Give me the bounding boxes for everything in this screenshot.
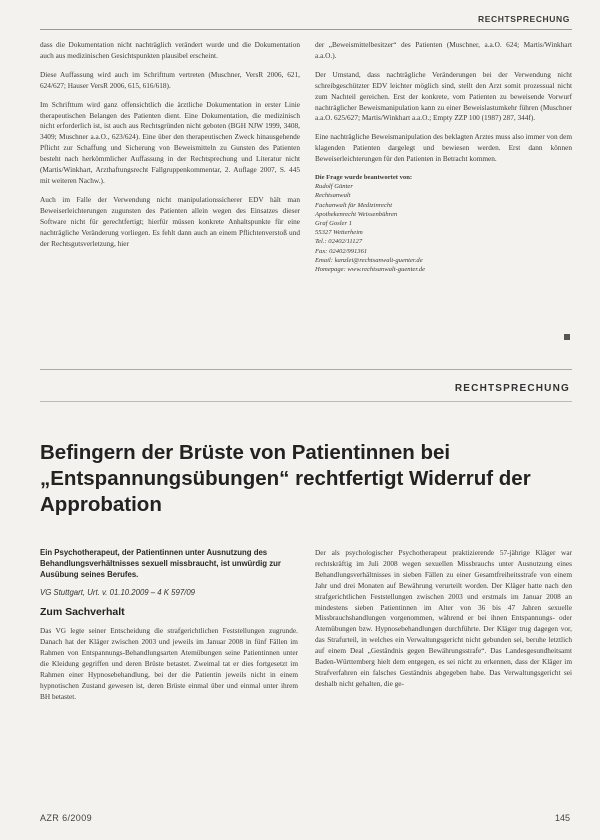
paragraph: Im Schrifttum wird ganz offensichtlich die ärztliche Dokumentation in erster Linie therapeutischen Belangen des Patienten dient. Eine Dokumentation, die medizinisch nicht erforderlich ist, ist auch aus Rechtsgründen nicht geboten (BGH NJW 1999, 3408, 3409; Muschner a.a.O., 623/624). Eine über den therapeutischen Zweck hinausgehende Pflicht zur Schaffung und Sicherung von Beweismitteln zu Gunsten des Patienten besteht nach herkömmlicher Auffassung in der Rechtsprechung und Literatur nicht (Martis/Winkhart, Arzthaftungsrecht Fallgruppenkommentar, 2. Auflage 2007, S. 445 mit weiteren Nachw.). (40, 99, 300, 185)
paragraph: Eine nachträgliche Beweismanipulation des beklagten Arztes muss also immer von dem klagenden Patienten dargelegt und bewiesen werden. Erst dann können Beweiserleichterungen für den Patienten in Betracht kommen. (315, 132, 572, 164)
author-homepage[interactable]: Homepage: www.rechtsanwalt-guenter.de (315, 266, 426, 274)
paragraph: Das VG legte seiner Entscheidung die strafgerichtlichen Feststellungen zugrunde. Danach hat der Kläger zwischen 2003 und jeweils im Januar 2008 in fünf Fällen im Rahmen von Entspannungs-Behandlungsarten Atemübungen seine Patientinnen unter die Kleidung gegriffen und deren Brüste betastet. Zweimal tat er dies fortgesetzt im Rahmen einer Hypnosebehandlung, bei der die Patientin jeweils nicht in einem hypnotischen Zustand gewesen ist, deren Brüste einmal über und einmal unter ihrem BH betastet. (40, 626, 298, 701)
paragraph: der „Beweismittelbesitzer“ des Patienten (Muschner, a.a.O. 624; Martis/Winkhart a.a.O.). (315, 40, 572, 60)
end-of-article-marker (564, 334, 570, 340)
section-divider-top (40, 369, 572, 370)
section-divider-bottom (40, 401, 572, 402)
paragraph: dass die Dokumentation nicht nachträglich verändert wurde und die Dokumentation auch aus medizinischen Gesichtspunkten plausibel erscheint. (40, 40, 300, 60)
paragraph: Der Umstand, dass nachträgliche Veränderungen bei der Verwendung nicht schreibgeschützter EDV leichter möglich sind, stellt den Arzt somit prozessual nicht zum Nachteil gereichen. Erst der konkrete, vom Patienten zu beweisende Vorwurf nachträglicher Beweismanipulation kann zu einer Beweislastumkehr führen (Muschner a.a.O. 625/627; Martis/Winkhart a.a.O.; Empty ZZP 100 (1987) 287, 344f). (315, 69, 572, 123)
section-label-top: RECHTSPRECHUNG (478, 14, 570, 24)
footer-page-number: 145 (554, 813, 570, 823)
article-subheading: Zum Sachverhalt (40, 606, 125, 619)
author-city: 55327 Wetterheim (315, 229, 363, 237)
author-phone: Tel.: 02402/11127 (315, 238, 363, 246)
top-right-column (315, 40, 572, 274)
author-firm: Apothekenrecht Weissenbühren (315, 210, 398, 218)
article-headline: Befingern der Brüste von Patientinnen bei „Entspannungsübungen“ rechtfertigt Widerruf der Approbation (40, 441, 531, 516)
article-citation: VG Stuttgart, Urt. v. 01.10.2009 – 4 K 597/09 (40, 588, 196, 598)
article-lead: Ein Psychotherapeut, der Patientinnen unter Ausnutzung des Behandlungsverhältnisses sexuell missbraucht, ist unwürdig zur Ausübung seines Berufes. (40, 548, 281, 579)
article-left-column (40, 548, 298, 711)
article-right-column (315, 548, 572, 698)
paragraph: Diese Auffassung wird auch im Schrifttum vertreten (Muschner, VersR 2006, 621, 624/627; Hauser VersR 2006, 615, 616/618). (40, 69, 300, 90)
author-title: Rechtsanwalt (315, 192, 351, 200)
author-name: Rudolf Günter (315, 183, 353, 191)
author-fax: Fax: 02402/991361 (315, 247, 368, 255)
paragraph: Auch im Falle der Verwendung nicht manipulationssicherer EDV hält man Beweiserleichterungen zugunsten des Patienten allein wegen des Einsatzes dieser Software nicht für gerechtfertigt; hierfür müssen konkrete Anhaltspunkte für eine nachträgliche Veränderung vorliegen. Es fehlt dann auch an einem Pflichtenverstoß und der Rechtsgutsverletzung, hier (40, 194, 300, 248)
author-street: Graf Gosler 1 (315, 220, 352, 228)
author-email[interactable]: Email: kanzlei@rechtsanwalt-guenter.de (315, 256, 423, 264)
author-specialty: Fachanwalt für Medizinrecht (315, 201, 393, 209)
footer-journal: AZR 6/2009 (40, 813, 93, 823)
paragraph: Der als psychologischer Psychotherapeut praktizierende 57-jährige Kläger war rechtskräftig im Juli 2008 wegen sexuellen Missbrauchs unter Ausnutzung eines Behandlungsverhältnisses in sieben Fällen zu einer Gesamtfreiheitsstrafe von einem Jahr und drei Monaten auf Bewährung verurteilt worden. Der Kläger hatte nach den strafgerichtlichen Feststellungen zwischen 2003 und erstmals im Januar 2008 an mindestens sieben Patientinnen im Alter von 36 bis 47 Jahren sexuelle Missbrauchshandlungen vorgenommen, während er bei ihnen Entspannungs- oder Atemübungen bzw. Hypnosebehandlungen durchführte. Der Kläger trug dagegen vor, das Strafurteil, in welches ein Verwaltungsgericht nicht gebunden sei, beruhe letztlich auf einem Deal „Geständnis gegen Bewährungsstrafe“. Das Landesgesundheitsamt Baden-Württemberg hielt dem entgegen, es sei nicht zu erkennen, dass der Kläger im Strafverfahren ein falsches Geständnis abgegeben habe. Das Verwaltungsgericht sei deshalb nicht gehalten, die ge- (315, 548, 572, 688)
top-left-column (40, 40, 300, 257)
section-label-mid: RECHTSPRECHUNG (454, 383, 570, 394)
top-divider (40, 29, 572, 30)
author-heading: Die Frage wurde beantwortet von: (315, 174, 413, 182)
author-block (315, 173, 572, 274)
